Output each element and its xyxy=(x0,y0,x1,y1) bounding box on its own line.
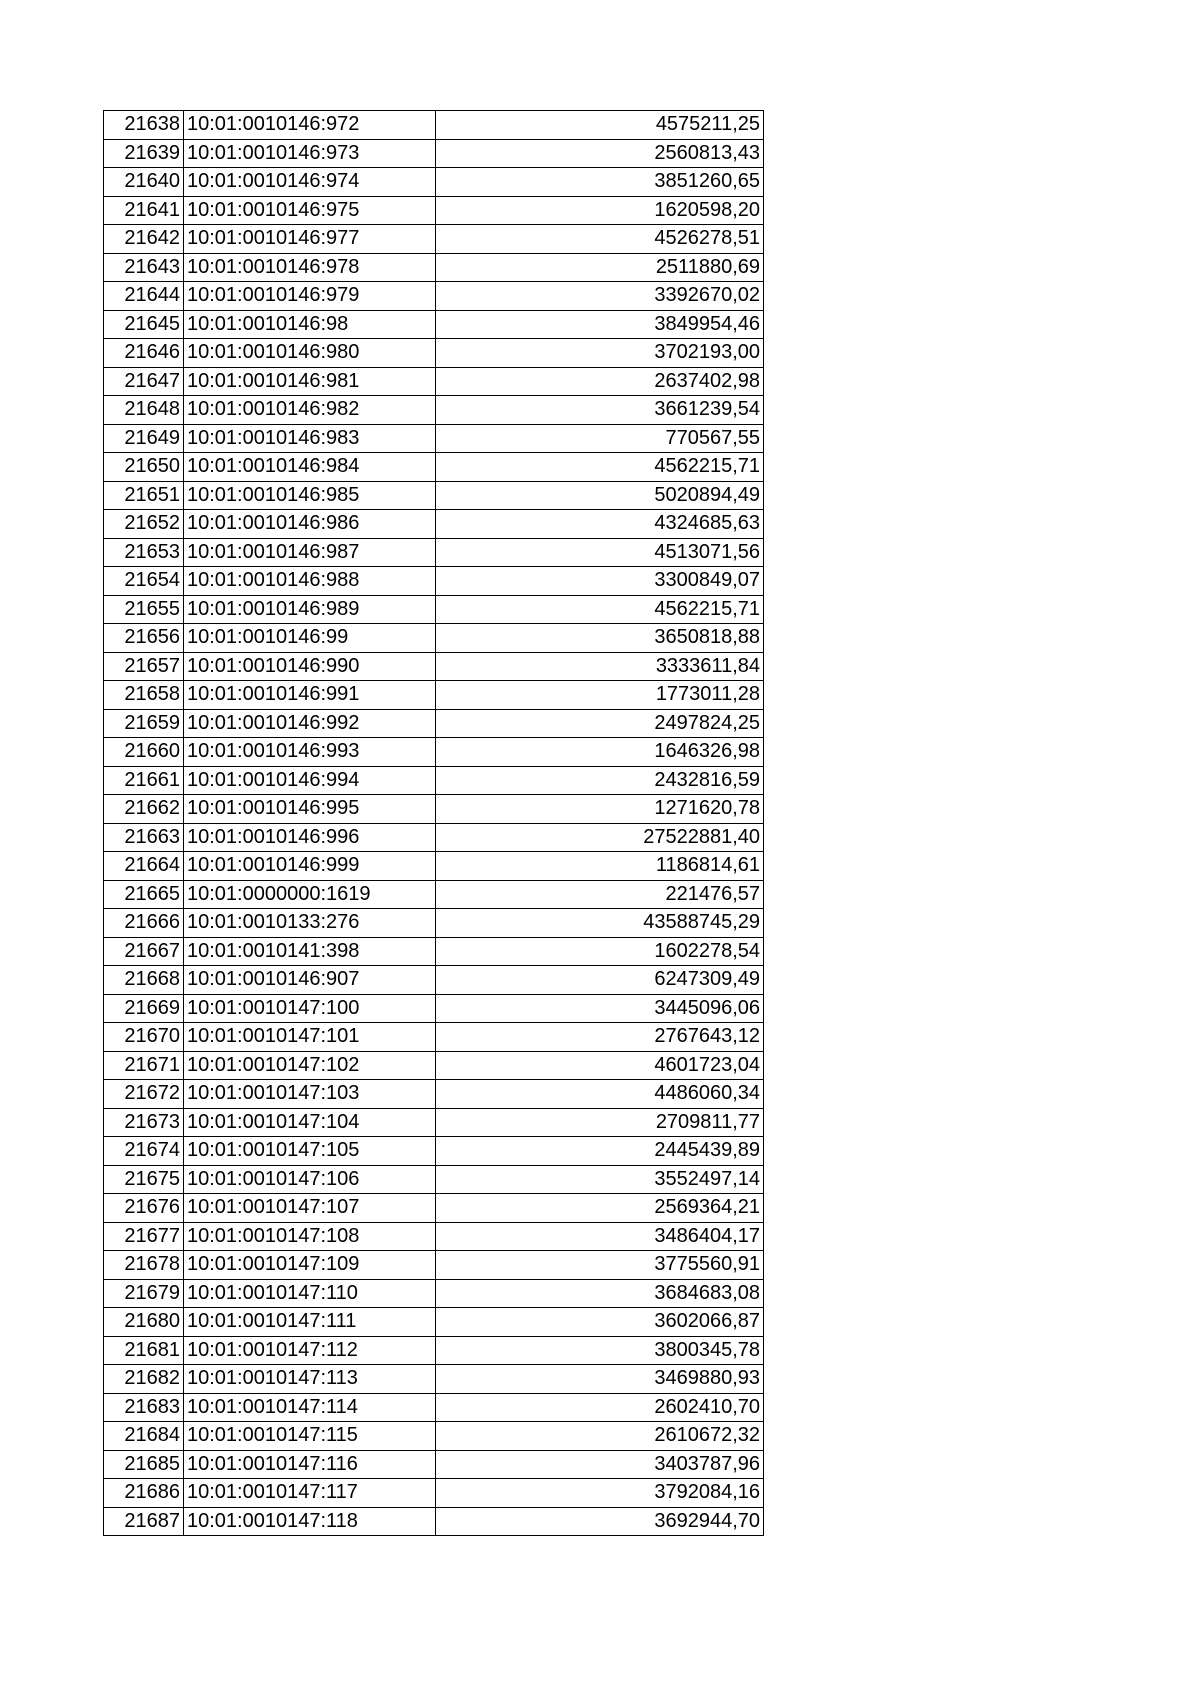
row-number-cell: 21661 xyxy=(104,766,184,795)
row-number-cell: 21674 xyxy=(104,1137,184,1166)
cadastral-number-cell: 10:01:0010147:105 xyxy=(184,1137,436,1166)
cadastral-number-cell: 10:01:0010147:107 xyxy=(184,1194,436,1223)
table-row xyxy=(104,1222,764,1251)
row-number-cell: 21684 xyxy=(104,1422,184,1451)
table-row xyxy=(104,196,764,225)
amount-cell: 1620598,20 xyxy=(436,196,764,225)
row-number-cell: 21662 xyxy=(104,795,184,824)
row-number-cell: 21658 xyxy=(104,681,184,710)
row-number-cell: 21666 xyxy=(104,909,184,938)
table-row xyxy=(104,709,764,738)
row-number-cell: 21671 xyxy=(104,1051,184,1080)
table-row xyxy=(104,795,764,824)
row-number-cell: 21644 xyxy=(104,282,184,311)
cadastral-number-cell: 10:01:0010146:975 xyxy=(184,196,436,225)
table-row xyxy=(104,1422,764,1451)
cadastral-number-cell: 10:01:0010146:986 xyxy=(184,510,436,539)
table-row xyxy=(104,538,764,567)
table-row xyxy=(104,453,764,482)
row-number-cell: 21669 xyxy=(104,994,184,1023)
amount-cell: 4562215,71 xyxy=(436,595,764,624)
row-number-cell: 21650 xyxy=(104,453,184,482)
table-row xyxy=(104,367,764,396)
amount-cell: 3692944,70 xyxy=(436,1507,764,1536)
row-number-cell: 21649 xyxy=(104,424,184,453)
row-number-cell: 21664 xyxy=(104,852,184,881)
amount-cell: 2637402,98 xyxy=(436,367,764,396)
cadastral-number-cell: 10:01:0010146:981 xyxy=(184,367,436,396)
cadastral-number-cell: 10:01:0010146:991 xyxy=(184,681,436,710)
cadastral-number-cell: 10:01:0010146:988 xyxy=(184,567,436,596)
table-row xyxy=(104,1051,764,1080)
cadastral-number-cell: 10:01:0010146:999 xyxy=(184,852,436,881)
table-row xyxy=(104,909,764,938)
cadastral-number-cell: 10:01:0010146:979 xyxy=(184,282,436,311)
row-number-cell: 21685 xyxy=(104,1450,184,1479)
cadastral-number-cell: 10:01:0000000:1619 xyxy=(184,880,436,909)
cadastral-number-cell: 10:01:0010146:907 xyxy=(184,966,436,995)
cadastral-number-cell: 10:01:0010146:996 xyxy=(184,823,436,852)
cadastral-number-cell: 10:01:0010147:111 xyxy=(184,1308,436,1337)
table-row xyxy=(104,1251,764,1280)
row-number-cell: 21681 xyxy=(104,1336,184,1365)
table-row xyxy=(104,510,764,539)
table-row xyxy=(104,282,764,311)
amount-cell: 3661239,54 xyxy=(436,396,764,425)
row-number-cell: 21668 xyxy=(104,966,184,995)
amount-cell: 2511880,69 xyxy=(436,253,764,282)
amount-cell: 3849954,46 xyxy=(436,310,764,339)
table-row xyxy=(104,766,764,795)
amount-cell: 1186814,61 xyxy=(436,852,764,881)
row-number-cell: 21673 xyxy=(104,1108,184,1137)
amount-cell: 1271620,78 xyxy=(436,795,764,824)
amount-cell: 3684683,08 xyxy=(436,1279,764,1308)
row-number-cell: 21652 xyxy=(104,510,184,539)
amount-cell: 3486404,17 xyxy=(436,1222,764,1251)
row-number-cell: 21640 xyxy=(104,168,184,197)
table-row xyxy=(104,1080,764,1109)
amount-cell: 1773011,28 xyxy=(436,681,764,710)
row-number-cell: 21651 xyxy=(104,481,184,510)
amount-cell: 2709811,77 xyxy=(436,1108,764,1137)
amount-cell: 2432816,59 xyxy=(436,766,764,795)
row-number-cell: 21639 xyxy=(104,139,184,168)
row-number-cell: 21686 xyxy=(104,1479,184,1508)
table-row xyxy=(104,253,764,282)
table-row xyxy=(104,1165,764,1194)
table-row xyxy=(104,1137,764,1166)
table-row xyxy=(104,424,764,453)
table-row xyxy=(104,823,764,852)
amount-cell: 4324685,63 xyxy=(436,510,764,539)
amount-cell: 4526278,51 xyxy=(436,225,764,254)
cadastral-number-cell: 10:01:0010147:100 xyxy=(184,994,436,1023)
table-row xyxy=(104,168,764,197)
amount-cell: 4601723,04 xyxy=(436,1051,764,1080)
cadastral-number-cell: 10:01:0010147:103 xyxy=(184,1080,436,1109)
cadastral-number-cell: 10:01:0010147:102 xyxy=(184,1051,436,1080)
amount-cell: 3775560,91 xyxy=(436,1251,764,1280)
cadastral-number-cell: 10:01:0010147:106 xyxy=(184,1165,436,1194)
amount-cell: 2610672,32 xyxy=(436,1422,764,1451)
row-number-cell: 21687 xyxy=(104,1507,184,1536)
cadastral-number-cell: 10:01:0010147:116 xyxy=(184,1450,436,1479)
amount-cell: 2497824,25 xyxy=(436,709,764,738)
cadastral-number-cell: 10:01:0010147:104 xyxy=(184,1108,436,1137)
table-row xyxy=(104,1336,764,1365)
cadastral-number-cell: 10:01:0010147:114 xyxy=(184,1393,436,1422)
table-row xyxy=(104,225,764,254)
cadastral-number-cell: 10:01:0010146:995 xyxy=(184,795,436,824)
row-number-cell: 21638 xyxy=(104,111,184,140)
cadastral-number-cell: 10:01:0010147:110 xyxy=(184,1279,436,1308)
table-row xyxy=(104,310,764,339)
cadastral-number-cell: 10:01:0010141:398 xyxy=(184,937,436,966)
table-row xyxy=(104,1450,764,1479)
amount-cell: 2602410,70 xyxy=(436,1393,764,1422)
amount-cell: 3445096,06 xyxy=(436,994,764,1023)
cadastral-number-cell: 10:01:0010147:118 xyxy=(184,1507,436,1536)
row-number-cell: 21683 xyxy=(104,1393,184,1422)
row-number-cell: 21667 xyxy=(104,937,184,966)
cadastral-number-cell: 10:01:0010147:112 xyxy=(184,1336,436,1365)
row-number-cell: 21656 xyxy=(104,624,184,653)
amount-cell: 3702193,00 xyxy=(436,339,764,368)
table-row xyxy=(104,852,764,881)
row-number-cell: 21672 xyxy=(104,1080,184,1109)
table-row xyxy=(104,481,764,510)
amount-cell: 3300849,07 xyxy=(436,567,764,596)
cadastral-number-cell: 10:01:0010146:98 xyxy=(184,310,436,339)
table-row xyxy=(104,966,764,995)
table-row xyxy=(104,139,764,168)
amount-cell: 1602278,54 xyxy=(436,937,764,966)
table-row xyxy=(104,738,764,767)
cadastral-number-cell: 10:01:0010146:985 xyxy=(184,481,436,510)
row-number-cell: 21680 xyxy=(104,1308,184,1337)
amount-cell: 3792084,16 xyxy=(436,1479,764,1508)
amount-cell: 3851260,65 xyxy=(436,168,764,197)
table-row xyxy=(104,1194,764,1223)
row-number-cell: 21657 xyxy=(104,652,184,681)
row-number-cell: 21665 xyxy=(104,880,184,909)
cadastral-number-cell: 10:01:0010146:984 xyxy=(184,453,436,482)
row-number-cell: 21645 xyxy=(104,310,184,339)
table-row xyxy=(104,681,764,710)
amount-cell: 3800345,78 xyxy=(436,1336,764,1365)
row-number-cell: 21643 xyxy=(104,253,184,282)
cadastral-number-cell: 10:01:0010146:977 xyxy=(184,225,436,254)
amount-cell: 3403787,96 xyxy=(436,1450,764,1479)
cadastral-number-cell: 10:01:0010146:978 xyxy=(184,253,436,282)
table-row xyxy=(104,1393,764,1422)
amount-cell: 2445439,89 xyxy=(436,1137,764,1166)
table-row xyxy=(104,1365,764,1394)
amount-cell: 43588745,29 xyxy=(436,909,764,938)
cadastral-number-cell: 10:01:0010146:974 xyxy=(184,168,436,197)
table-row xyxy=(104,1023,764,1052)
cadastral-number-cell: 10:01:0010147:117 xyxy=(184,1479,436,1508)
table-row xyxy=(104,994,764,1023)
amount-cell: 3650818,88 xyxy=(436,624,764,653)
amount-cell: 4562215,71 xyxy=(436,453,764,482)
amount-cell: 3469880,93 xyxy=(436,1365,764,1394)
amount-cell: 770567,55 xyxy=(436,424,764,453)
table-row xyxy=(104,339,764,368)
cadastral-number-cell: 10:01:0010146:992 xyxy=(184,709,436,738)
row-number-cell: 21654 xyxy=(104,567,184,596)
row-number-cell: 21682 xyxy=(104,1365,184,1394)
table-row xyxy=(104,624,764,653)
amount-cell: 2767643,12 xyxy=(436,1023,764,1052)
row-number-cell: 21655 xyxy=(104,595,184,624)
cadastral-number-cell: 10:01:0010146:982 xyxy=(184,396,436,425)
amount-cell: 221476,57 xyxy=(436,880,764,909)
cadastral-number-cell: 10:01:0010146:994 xyxy=(184,766,436,795)
table-row xyxy=(104,880,764,909)
amount-cell: 1646326,98 xyxy=(436,738,764,767)
table-row xyxy=(104,111,764,140)
cadastral-number-cell: 10:01:0010146:990 xyxy=(184,652,436,681)
row-number-cell: 21675 xyxy=(104,1165,184,1194)
amount-cell: 2569364,21 xyxy=(436,1194,764,1223)
row-number-cell: 21660 xyxy=(104,738,184,767)
amount-cell: 6247309,49 xyxy=(436,966,764,995)
amount-cell: 3333611,84 xyxy=(436,652,764,681)
table-row xyxy=(104,1279,764,1308)
row-number-cell: 21677 xyxy=(104,1222,184,1251)
cadastral-number-cell: 10:01:0010146:983 xyxy=(184,424,436,453)
cadastral-number-cell: 10:01:0010133:276 xyxy=(184,909,436,938)
cadastral-number-cell: 10:01:0010147:109 xyxy=(184,1251,436,1280)
table-row xyxy=(104,1479,764,1508)
row-number-cell: 21670 xyxy=(104,1023,184,1052)
row-number-cell: 21676 xyxy=(104,1194,184,1223)
table-row xyxy=(104,652,764,681)
amount-cell: 3392670,02 xyxy=(436,282,764,311)
amount-cell: 5020894,49 xyxy=(436,481,764,510)
row-number-cell: 21648 xyxy=(104,396,184,425)
cadastral-number-cell: 10:01:0010146:980 xyxy=(184,339,436,368)
table-row xyxy=(104,1308,764,1337)
table-row xyxy=(104,567,764,596)
row-number-cell: 21642 xyxy=(104,225,184,254)
row-number-cell: 21647 xyxy=(104,367,184,396)
amount-cell: 27522881,40 xyxy=(436,823,764,852)
row-number-cell: 21663 xyxy=(104,823,184,852)
amount-cell: 4513071,56 xyxy=(436,538,764,567)
cadastral-number-cell: 10:01:0010146:993 xyxy=(184,738,436,767)
cadastral-number-cell: 10:01:0010147:108 xyxy=(184,1222,436,1251)
cadastral-number-cell: 10:01:0010146:973 xyxy=(184,139,436,168)
cadastral-number-cell: 10:01:0010147:101 xyxy=(184,1023,436,1052)
data-table xyxy=(103,110,764,1536)
row-number-cell: 21659 xyxy=(104,709,184,738)
cadastral-number-cell: 10:01:0010146:972 xyxy=(184,111,436,140)
amount-cell: 3602066,87 xyxy=(436,1308,764,1337)
amount-cell: 4575211,25 xyxy=(436,111,764,140)
cadastral-number-cell: 10:01:0010147:115 xyxy=(184,1422,436,1451)
row-number-cell: 21678 xyxy=(104,1251,184,1280)
amount-cell: 4486060,34 xyxy=(436,1080,764,1109)
cadastral-number-cell: 10:01:0010146:987 xyxy=(184,538,436,567)
table-row xyxy=(104,1108,764,1137)
data-table-body xyxy=(104,111,764,1536)
table-row xyxy=(104,1507,764,1536)
table-row xyxy=(104,595,764,624)
cadastral-number-cell: 10:01:0010146:99 xyxy=(184,624,436,653)
row-number-cell: 21653 xyxy=(104,538,184,567)
amount-cell: 3552497,14 xyxy=(436,1165,764,1194)
row-number-cell: 21646 xyxy=(104,339,184,368)
cadastral-number-cell: 10:01:0010146:989 xyxy=(184,595,436,624)
table-row xyxy=(104,396,764,425)
amount-cell: 2560813,43 xyxy=(436,139,764,168)
table-row xyxy=(104,937,764,966)
row-number-cell: 21679 xyxy=(104,1279,184,1308)
cadastral-number-cell: 10:01:0010147:113 xyxy=(184,1365,436,1394)
row-number-cell: 21641 xyxy=(104,196,184,225)
